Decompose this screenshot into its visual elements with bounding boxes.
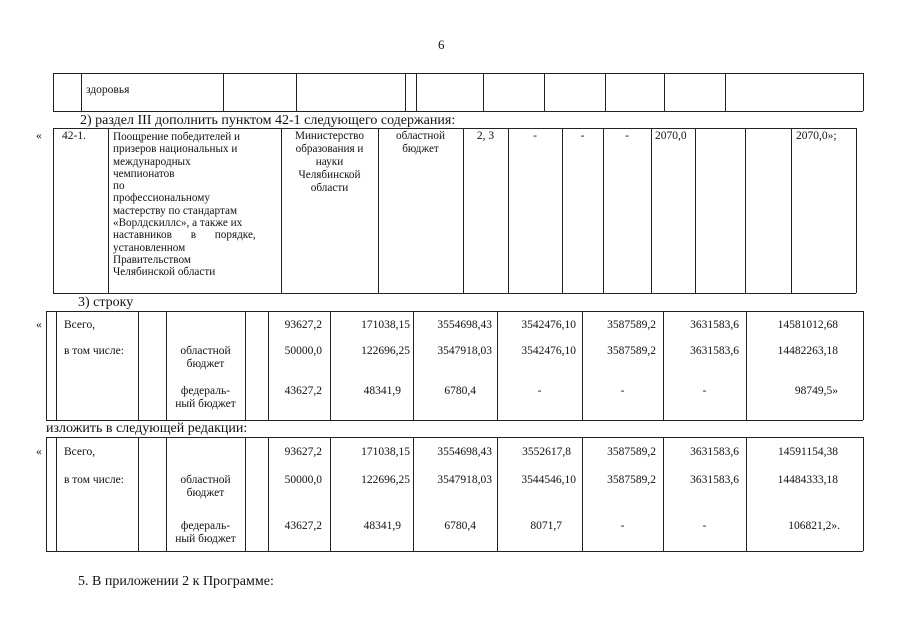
item2-open-quote: « (36, 130, 42, 142)
item3-new-value: 122696,25 (361, 474, 410, 486)
item2-desc-line: мастерству по стандартам (113, 204, 238, 217)
item3-value: - (702, 385, 707, 397)
item3-new-source-line: бюджет (186, 487, 225, 499)
item3-value: 93627,2 (284, 319, 322, 331)
item2-executor (281, 130, 378, 195)
item5-text: 5. В приложении 2 к Программе: (78, 574, 274, 589)
item2-desc-line: профессиональному (113, 192, 210, 205)
item3-value: 122696,25 (361, 345, 410, 357)
item3-new-value: - (702, 520, 707, 532)
item3-new-value: 3587589,2 (607, 446, 656, 458)
item3-value: 6780,4 (444, 385, 476, 397)
item3-value: 3631583,6 (690, 319, 739, 331)
item3-row-source (166, 345, 245, 371)
item3-new-value: 14484333,18 (777, 474, 838, 486)
item2-executor-line: науки (315, 156, 344, 168)
item3-new-row-label: Всего, (64, 446, 96, 458)
item2-desc-line: международных (113, 155, 191, 168)
item2-tasks: 2, 3 (476, 130, 495, 142)
item3-value: 171038,15 (361, 319, 410, 331)
item2-source (378, 130, 463, 156)
item3-new-row-source (166, 520, 245, 546)
item3-new-value: 14591154,38 (778, 446, 838, 458)
item3-new-value: 3631583,6 (690, 446, 739, 458)
item2-source-line: бюджет (402, 143, 439, 155)
item3-value: 3554698,43 (437, 319, 492, 331)
item3-new-value: 3631583,6 (690, 474, 739, 486)
item2-executor-line: Челябинской (298, 169, 361, 181)
item3-row-label: в том числе: (64, 345, 124, 357)
item3-value: 3547918,03 (437, 345, 492, 357)
item3-value: 3587589,2 (607, 319, 656, 331)
item3-value: 50000,0 (284, 345, 322, 357)
item3-value: 98749,5» (794, 385, 838, 397)
item2-desc-line: Правительством (113, 253, 191, 266)
item3-new-source-line: областной (180, 474, 231, 486)
item3-heading: 3) строку (78, 295, 134, 310)
item3-new-value: 3544546,10 (521, 474, 576, 486)
item3-row-label: Всего, (64, 319, 96, 331)
item2-desc-line: Поощрение победителей и (113, 131, 240, 143)
item2-executor-line: образования и (295, 143, 364, 155)
item2-desc-line: наставников в порядке, (113, 229, 256, 242)
item2-executor-line: области (310, 182, 349, 194)
item3-source-line: областной (180, 345, 231, 357)
item2-executor-line: Министерство (295, 130, 364, 142)
item3-new-value: 93627,2 (284, 446, 322, 458)
item3-new-value: 48341,9 (363, 520, 401, 532)
item2-description (113, 131, 275, 279)
item2-source-line: областной (396, 130, 445, 142)
page-number: 6 (438, 37, 445, 52)
item3-value: 3631583,6 (690, 345, 739, 357)
item2-amount: 2070,0 (655, 130, 687, 142)
item3-new-heading: изложить в следующей редакции: (46, 421, 248, 436)
item3-new-value: 3547918,03 (437, 474, 492, 486)
item2-desc-line: «Ворлдскиллс», а также их (113, 217, 243, 230)
item3-new-row-label: в том числе: (64, 474, 124, 486)
item3-new-source-line: ный бюджет (175, 533, 236, 545)
item3-value: 14581012,68 (777, 319, 838, 331)
item2-dash: - (580, 130, 585, 142)
item3-value: 48341,9 (363, 385, 401, 397)
item3-new-source-line: федераль- (180, 520, 231, 532)
item2-desc-line: Челябинской области (113, 266, 216, 279)
item3-new-value: 3552617,8 (522, 446, 571, 458)
item3-new-value: 43627,2 (284, 520, 322, 532)
item2-desc-line: чемпионатов по (113, 167, 175, 193)
item2-total: 2070,0»; (796, 130, 837, 142)
top-row-text: здоровья (86, 84, 130, 96)
item2-heading: 2) раздел III дополнить пунктом 42-1 следующего содержания: (80, 113, 456, 128)
item3-new-value: - (620, 520, 625, 532)
item3-source-line: ный бюджет (175, 398, 236, 410)
item3-new-value: 106821,2». (788, 520, 840, 532)
item3-source-line: бюджет (186, 358, 225, 370)
item2-number: 42-1. (62, 130, 86, 142)
item2-desc-line: установленном (113, 241, 186, 254)
item2-desc-line: призеров национальных и (113, 143, 238, 156)
item3-new-value: 3587589,2 (607, 474, 656, 486)
item3-new-value: 3554698,43 (437, 446, 492, 458)
item3-new-value: 8071,7 (530, 520, 562, 532)
item3-value: 43627,2 (284, 385, 322, 397)
item3-new-value: 6780,4 (444, 520, 476, 532)
item3-new-value: 171038,15 (361, 446, 410, 458)
item3-new-value: 50000,0 (284, 474, 322, 486)
item3-source-line: федераль- (180, 385, 231, 397)
item2-dash: - (533, 130, 537, 142)
item3-new-row-source (166, 474, 245, 500)
item3-value: - (620, 385, 625, 397)
item3-value: 3542476,10 (521, 319, 576, 331)
item3-value: 3542476,10 (521, 345, 576, 357)
item3-value: 3587589,2 (607, 345, 656, 357)
item3-value: - (537, 385, 542, 397)
item3-new-open-quote: « (36, 446, 42, 458)
item2-dash: - (625, 130, 629, 142)
item3-value: 14482263,18 (777, 345, 838, 357)
item3-open-quote: « (36, 319, 42, 331)
item3-row-source (166, 385, 245, 411)
